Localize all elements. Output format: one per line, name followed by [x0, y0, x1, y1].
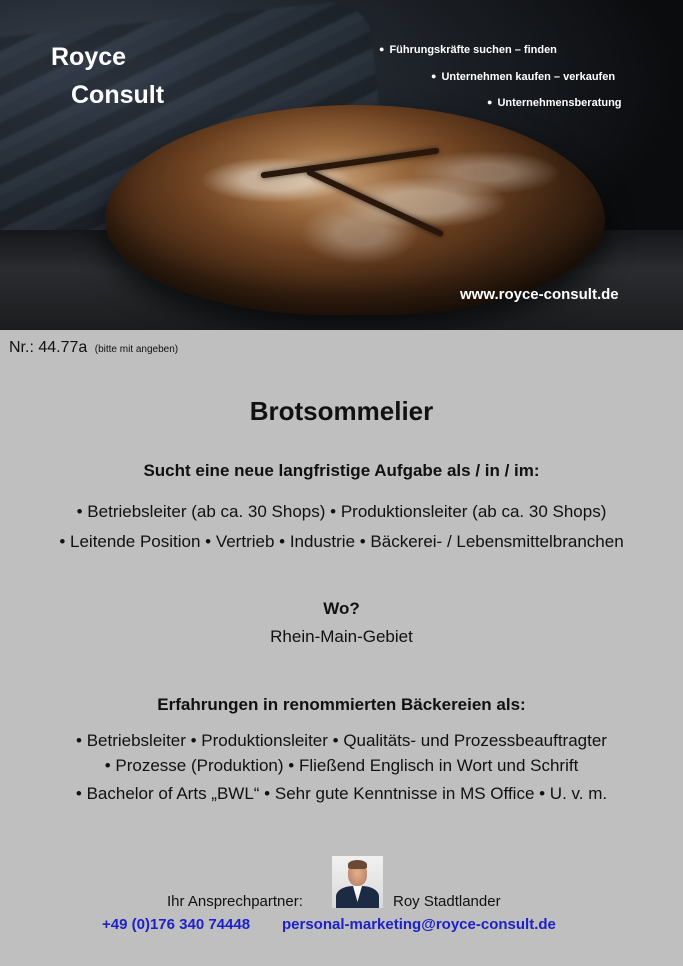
brand-line-1: Royce: [51, 43, 127, 71]
page-title: Brotsommelier: [249, 396, 434, 426]
reference-note: (bitte mit angeben): [94, 344, 179, 355]
seeking-line-2: • Leitende Position • Vertrieb • Industrie • Bäckerei- / Lebensmittelbranchen: [59, 532, 624, 551]
experience-line-1: • Betriebsleiter • Produktionsleiter • Qualitäts- und Prozessbeauftragter: [76, 731, 607, 750]
experience-line-3: • Bachelor of Arts „BWL“ • Sehr gute Kenntnisse in MS Office • U. v. m.: [75, 784, 608, 803]
email-link[interactable]: personal-marketing@royce-consult.de: [282, 916, 556, 933]
service-item: ● Führungskräfte suchen – finden: [379, 44, 557, 56]
seeking-heading: Sucht eine neue langfristige Aufgabe als / in / im:: [143, 461, 540, 480]
service-item: ● Unternehmensberatung: [487, 97, 622, 109]
brand-line-2: Consult: [71, 81, 165, 109]
hero-image: [0, 0, 683, 330]
contact-photo: [332, 856, 383, 908]
location-heading: Wo?: [323, 599, 360, 618]
photo-hair: [348, 860, 367, 869]
phone-link[interactable]: +49 (0)176 340 74448: [102, 916, 251, 933]
seeking-line-1: • Betriebsleiter (ab ca. 30 Shops) • Produktionsleiter (ab ca. 30 Shops): [76, 502, 607, 521]
reference-number-value: Nr.: 44.77a: [9, 339, 88, 356]
reference-number: [9, 339, 178, 357]
experience-line-2: • Prozesse (Produktion) • Fließend Englisch in Wort und Schrift: [104, 756, 579, 775]
contact-name: Roy Stadtlander: [393, 893, 501, 910]
experience-heading: Erfahrungen in renommierten Bäckereien als:: [157, 695, 526, 714]
location-value: Rhein-Main-Gebiet: [270, 627, 413, 646]
contact-label: Ihr Ansprechpartner:: [167, 893, 303, 910]
contact-person: [0, 856, 683, 912]
service-item: ● Unternehmen kaufen – verkaufen: [431, 71, 615, 83]
website-link[interactable]: www.royce-consult.de: [460, 286, 619, 303]
